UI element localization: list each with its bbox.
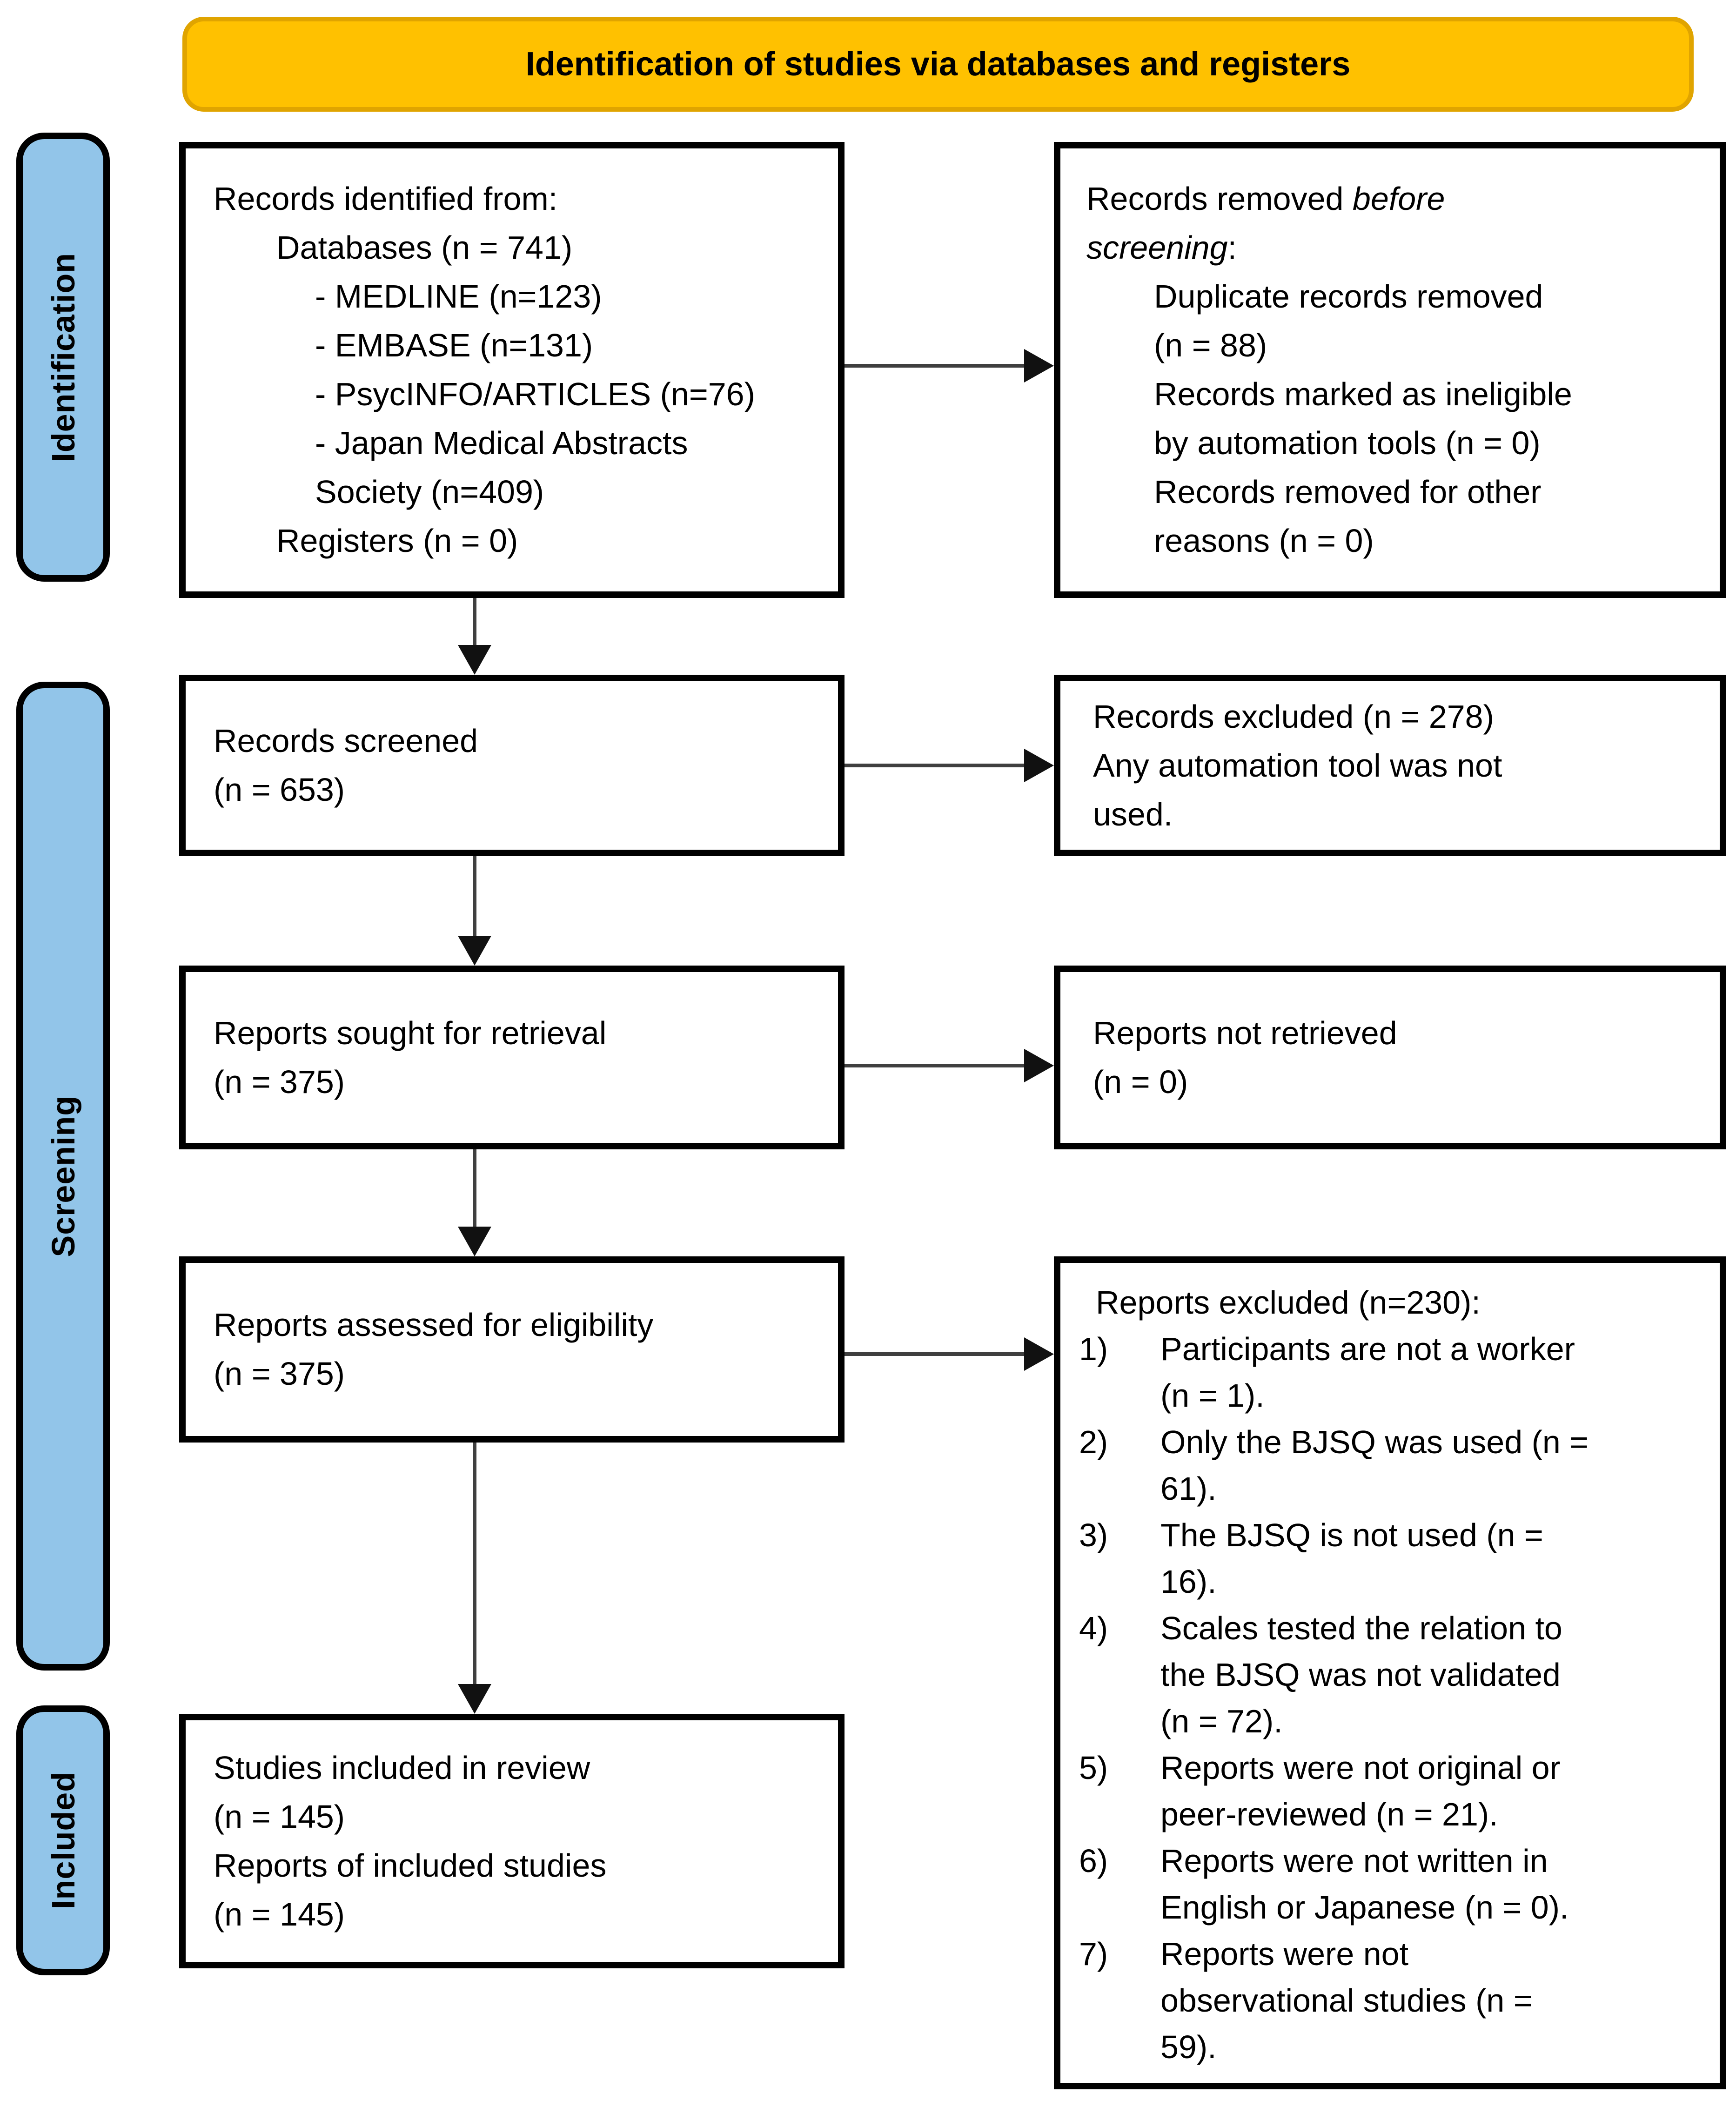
stage-label-included <box>16 1705 110 1975</box>
arrow-head-icon <box>458 645 491 675</box>
text-line: (n = 88) <box>1154 327 1267 363</box>
text-line: - PsycINFO/ARTICLES (n=76) <box>315 376 755 412</box>
list-item: peer-reviewed (n = 21). <box>1160 1796 1498 1832</box>
list-item: English or Japanese (n = 0). <box>1160 1889 1569 1926</box>
list-item: 16). <box>1160 1563 1217 1600</box>
list-item: (n = 72). <box>1160 1703 1283 1739</box>
stage-label-screening <box>16 682 110 1671</box>
text-line: (n = 145) <box>214 1798 345 1835</box>
text-line: Studies included in review <box>214 1749 590 1786</box>
stage-label-text: Screening <box>45 1095 81 1257</box>
list-item: observational studies (n = <box>1160 1982 1533 2019</box>
list-item: (n = 1). <box>1160 1377 1265 1414</box>
list-item: 59). <box>1160 2029 1217 2065</box>
title-banner <box>182 17 1694 112</box>
box-reports-sought <box>179 966 845 1149</box>
text-line: (n = 653) <box>214 772 345 808</box>
arrow-line <box>845 1352 1024 1356</box>
text-line: (n = 375) <box>214 1063 345 1100</box>
box-records-removed <box>1054 142 1726 598</box>
text-line: Any automation tool was not <box>1093 747 1502 784</box>
text-line: - EMBASE (n=131) <box>315 327 593 363</box>
text-line: Records excluded (n = 278) <box>1093 698 1494 735</box>
text-line: (n = 0) <box>1093 1063 1188 1100</box>
text-line: Records screened <box>214 723 478 759</box>
stage-label-text: Identification <box>45 252 81 462</box>
list-item: 5) Reports were not original or <box>1079 1750 1561 1786</box>
list-item: 1) Participants are not a worker <box>1079 1331 1575 1367</box>
list-item: 61). <box>1160 1470 1217 1507</box>
list-item: 3) The BJSQ is not used (n = <box>1079 1517 1543 1553</box>
text-line: Reports assessed for eligibility <box>214 1307 654 1343</box>
text-line: Reports excluded (n=230): <box>1096 1284 1481 1321</box>
list-item: 2) Only the BJSQ was used (n = <box>1079 1424 1589 1460</box>
text-line: Society (n=409) <box>315 474 544 510</box>
box-reports-excluded <box>1054 1256 1726 2089</box>
arrow-line <box>473 1149 476 1227</box>
arrow-head-icon <box>1024 1049 1054 1082</box>
text-line: reasons (n = 0) <box>1154 523 1374 559</box>
arrow-line <box>473 1443 476 1684</box>
box-reports-not-retrieved <box>1054 966 1726 1149</box>
box-records-excluded <box>1054 675 1726 856</box>
arrow-head-icon <box>458 1227 491 1256</box>
text-line: Reports of included studies <box>214 1847 607 1884</box>
arrow-line <box>845 364 1024 368</box>
text-line: (n = 375) <box>214 1355 345 1392</box>
arrow-head-icon <box>1024 349 1054 382</box>
list-item: 7) Reports were not <box>1079 1936 1409 1972</box>
list-item: the BJSQ was not validated <box>1160 1657 1561 1693</box>
text-line: Records identified from: <box>214 181 558 217</box>
text-line: by automation tools (n = 0) <box>1154 425 1541 461</box>
box-studies-included <box>179 1714 845 1968</box>
text-line: Records removed for other <box>1154 474 1542 510</box>
list-item: 6) Reports were not written in <box>1079 1843 1548 1879</box>
text-line: used. <box>1093 796 1173 832</box>
text-line: screening: <box>1086 229 1237 266</box>
arrow-line <box>473 856 476 936</box>
text-line: (n = 145) <box>214 1896 345 1933</box>
text-line: Reports not retrieved <box>1093 1014 1397 1051</box>
text-line: Reports sought for retrieval <box>214 1014 607 1051</box>
text-line: Records marked as ineligible <box>1154 376 1572 412</box>
arrow-head-icon <box>1024 1337 1054 1371</box>
title-text: Identification of studies via databases and registers <box>525 46 1351 83</box>
arrow-line <box>473 598 476 645</box>
text-line: Databases (n = 741) <box>276 229 573 266</box>
text-line: Registers (n = 0) <box>276 523 518 559</box>
box-records-identified <box>179 142 845 598</box>
stage-label-text: Included <box>45 1771 81 1909</box>
arrow-head-icon <box>458 936 491 966</box>
text-line: - Japan Medical Abstracts <box>315 425 688 461</box>
arrow-head-icon <box>1024 749 1054 782</box>
text-line: - MEDLINE (n=123) <box>315 278 602 315</box>
arrow-line <box>845 1064 1024 1067</box>
stage-label-identification <box>16 133 110 582</box>
arrow-line <box>845 764 1024 767</box>
text-line: Records removed before <box>1086 181 1445 217</box>
box-records-screened <box>179 675 845 856</box>
box-reports-assessed <box>179 1256 845 1443</box>
list-item: 4) Scales tested the relation to <box>1079 1610 1562 1646</box>
text-line: Duplicate records removed <box>1154 278 1543 315</box>
arrow-head-icon <box>458 1684 491 1714</box>
